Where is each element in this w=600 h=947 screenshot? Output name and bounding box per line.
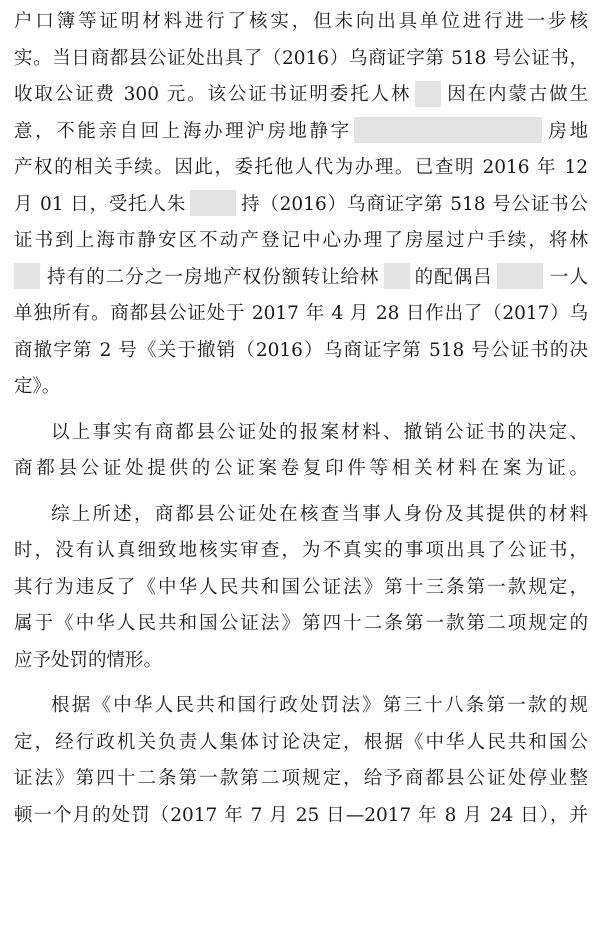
text-line (14, 77, 588, 114)
text-line (14, 114, 588, 151)
text-line: 综上所述，商都县公证处在核查当事人身份及其提供的材料 (51, 503, 588, 525)
paragraph-decision (14, 688, 588, 834)
text-line: 根据《中华人民共和国行政处罚法》第三十八条第一款的规 (51, 695, 588, 716)
text-segment: 的配偶吕 (413, 266, 493, 288)
text-line: 商都县公证处提供的公证案卷复印件等相关材料在案为证。 (14, 458, 588, 479)
paragraph-spacing (14, 406, 588, 415)
text-line: 证法》第四十二条第一款第二项规定，给予商都县公证处停业整 (14, 768, 588, 789)
text-line: 商撤字第 2 号《关于撤销（2016）乌商证字第 518 号公证书的决 (14, 339, 588, 361)
paragraph-facts (14, 4, 588, 406)
text-line: 顿一个月的处罚（2017 年 7 月 25 日—2017 年 8 月 24 日），并 (14, 804, 588, 826)
text-segment: 意，不能亲自回上海办理沪房地静字 (14, 120, 352, 142)
text-segment: 一人 (548, 266, 588, 288)
text-line: 时，没有认真细致地核实审查，为不真实的事项出具了公证书， (14, 540, 588, 561)
paragraph-evidence (14, 415, 588, 488)
text-line: 实。当日商都县公证处出具了（2016）乌商证字第 518 号公证书， (14, 47, 588, 69)
text-segment: 收取公证费 300 元。该公证书证明委托人林 (14, 84, 412, 105)
text-segment: 月 01 日，受托人朱 (14, 193, 187, 215)
paragraph-spacing (14, 488, 588, 497)
text-line: 证书到上海市静安区不动产登记中心办理了房屋过户手续，将林 (14, 230, 588, 251)
text-line: 定，经行政机关负责人集体讨论决定，根据《中华人民共和国公 (14, 731, 588, 753)
redaction-box (384, 263, 410, 289)
redaction-box (354, 117, 542, 143)
text-line: 属于《中华人民共和国公证法》第四十二条第一款第二项规定的 (14, 613, 588, 634)
text-line (14, 260, 588, 297)
text-line: 以上事实有商都县公证处的报案材料、撤销公证书的决定、 (51, 421, 588, 443)
text-segment: 房地 (545, 120, 588, 142)
text-segment: 因在内蒙古做生 (445, 84, 588, 105)
text-segment: 持（2016）乌商证字第 518 号公证书公 (240, 193, 588, 215)
text-line: 户口簿等证明材料进行了核实，但未向出具单位进行进一步核 (14, 11, 588, 32)
text-segment: 持有的二分之一房地产权份额转让给林 (46, 266, 380, 288)
paragraph-spacing (14, 679, 588, 688)
paragraph-conclusion (14, 497, 588, 680)
redaction-box (14, 263, 40, 289)
redaction-box (190, 190, 236, 216)
redaction-box (497, 263, 543, 289)
text-line: 单独所有。商都县公证处于 2017 年 4 月 28 日作出了（2017）乌 (14, 303, 588, 324)
text-line: 应予处罚的情形。 (14, 649, 163, 671)
text-line (14, 187, 588, 224)
redaction-box (415, 81, 441, 107)
text-line: 定》。 (14, 376, 61, 397)
text-line: 产权的相关手续。因此，委托他人代为办理。已查明 2016 年 12 (14, 157, 588, 178)
text-line: 其行为违反了《中华人民共和国公证法》第十三条第一款规定， (14, 576, 588, 598)
